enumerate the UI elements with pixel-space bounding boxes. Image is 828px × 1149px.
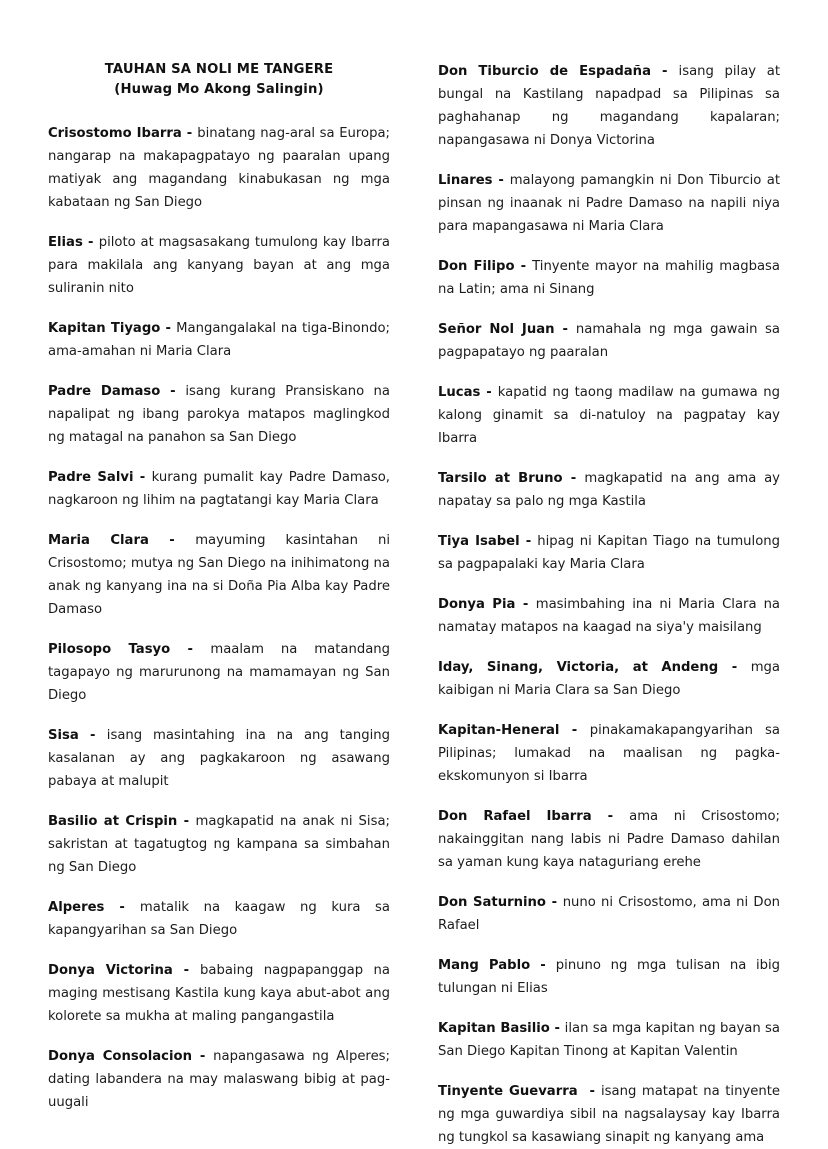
left-entry-list xyxy=(48,122,390,1114)
right-entry-list xyxy=(438,60,780,1149)
left-column xyxy=(48,60,390,1114)
name-separator: - xyxy=(554,322,576,337)
character-name: Don Saturnino xyxy=(438,895,546,910)
character-entry xyxy=(438,381,780,450)
name-separator: - xyxy=(559,723,590,738)
character-description: ilan sa mga kapitan ng bayan sa San Diego Kapitan Tinong at Kapitan Valentin xyxy=(438,1021,780,1059)
right-column xyxy=(438,60,780,1149)
character-description: binatang nag-aral sa Europa; nangarap na makapagpatayo ng paaralan upang matiyak ang magandang kinabukasan ng mga kabataan ng San Diego xyxy=(48,126,390,210)
character-entry xyxy=(48,1045,390,1114)
character-description: piloto at magsasakang tumulong kay Ibarra para makilala ang kanyang bayan at ang mga suliranin nito xyxy=(48,235,390,296)
character-entry xyxy=(438,255,780,301)
character-entry xyxy=(48,959,390,1028)
character-entry xyxy=(48,380,390,449)
name-separator: - xyxy=(148,533,196,548)
character-name: Tinyente Guevarra xyxy=(438,1084,578,1099)
name-separator: - xyxy=(82,235,99,250)
character-description: mayuming kasintahan ni Crisostomo; mutya ng San Diego na inihimatong na anak ng kanyang ina na si Doña Pia Alba kay Padre Damaso xyxy=(48,533,391,617)
character-description: pinakamakapangyarihan sa Pilipinas; lumakad na maalisan ng pagka-ekskomunyon si Ibarra xyxy=(438,723,780,784)
character-entry xyxy=(438,60,780,152)
character-name: Basilio at Crispin xyxy=(48,814,178,829)
character-name: Pilosopo Tasyo xyxy=(48,642,171,657)
name-separator: - xyxy=(530,958,556,973)
character-name: Padre Damaso xyxy=(48,384,161,399)
character-entry xyxy=(438,530,780,576)
character-name: Donya Consolacion xyxy=(48,1049,192,1064)
character-name: Padre Salvi xyxy=(48,470,134,485)
character-name: Sisa xyxy=(48,728,79,743)
name-separator: - xyxy=(160,384,186,399)
name-separator: - xyxy=(181,126,198,141)
character-entry xyxy=(438,954,780,1000)
character-entry xyxy=(438,169,780,238)
character-name: Kapitan-Heneral xyxy=(438,723,560,738)
character-entry xyxy=(48,896,390,942)
character-description: kurang pumalit kay Padre Damaso, nagkaroon ng lihim na pagtatangi kay Maria Clara xyxy=(48,470,390,508)
name-separator: - xyxy=(191,1049,214,1064)
character-entry xyxy=(438,891,780,937)
name-separator: - xyxy=(545,895,563,910)
character-name: Kapitan Basilio xyxy=(438,1021,550,1036)
name-separator: - xyxy=(718,660,751,675)
character-entry xyxy=(48,724,390,793)
character-entry xyxy=(438,805,780,874)
document-title-line-1: TAUHAN SA NOLI ME TANGERE xyxy=(104,62,334,77)
character-description: mga kaibigan ni Maria Clara sa San Diego xyxy=(438,660,780,698)
character-description: masimbahing ina ni Maria Clara na namatay matapos na kaagad na siya'y maisilang xyxy=(438,597,781,635)
character-description: isang kurang Pransiskano na napalipat ng ibang parokya matapos maglingkod ng matagal na panahon sa San Diego xyxy=(48,384,390,445)
name-separator: - xyxy=(519,534,538,549)
character-name: Tiya Isabel xyxy=(438,534,520,549)
character-entry xyxy=(48,231,390,300)
character-name: Elias xyxy=(48,235,83,250)
character-description: magkapatid na anak ni Sisa; sakristan at tagatugtog ng kampana sa simbahan ng San Diego xyxy=(48,814,390,875)
name-separator: - xyxy=(480,385,498,400)
name-separator: - xyxy=(514,259,533,274)
character-name: Iday, Sinang, Victoria, at Andeng xyxy=(438,660,719,675)
character-entry xyxy=(438,593,780,639)
character-description: maalam na matandang tagapayo ng marurunong na mamamayan ng San Diego xyxy=(48,642,391,703)
character-name: Maria Clara xyxy=(48,533,149,548)
character-entry xyxy=(438,1080,780,1149)
character-entry xyxy=(438,467,780,513)
name-separator: - xyxy=(549,1021,565,1036)
document-title-line-2: (Huwag Mo Akong Salingin) xyxy=(114,82,324,97)
character-name: Don Rafael Ibarra xyxy=(438,809,592,824)
character-entry xyxy=(48,638,390,707)
character-entry xyxy=(48,122,390,214)
character-entry xyxy=(48,810,390,879)
character-name: Señor Nol Juan xyxy=(438,322,555,337)
character-name: Donya Pia xyxy=(438,597,516,612)
character-entry xyxy=(438,1017,780,1063)
name-separator: - xyxy=(562,471,585,486)
character-description: pinuno ng mga tulisan na ibig tulungan ni Elias xyxy=(438,958,781,996)
character-description: namahala ng mga gawain sa pagpapatayo ng paaralan xyxy=(438,322,781,360)
name-separator: - xyxy=(160,321,177,336)
document-title xyxy=(48,60,390,100)
character-description: napangasawa ng Alperes; dating labandera na may malaswang bibig at pag-uugali xyxy=(48,1049,390,1110)
name-separator: - xyxy=(172,963,201,978)
character-name: Linares xyxy=(438,173,493,188)
character-name: Crisostomo Ibarra xyxy=(48,126,182,141)
character-description: magkapatid na ang ama ay napatay sa palo ng mga Kastila xyxy=(438,471,780,509)
name-separator: - xyxy=(177,814,196,829)
character-description: Mangangalakal na tiga-Binondo; ama-amahan ni Maria Clara xyxy=(48,321,390,359)
name-separator: - xyxy=(650,64,679,79)
character-description: isang matapat na tinyente ng mga guwardiya sibil na nagsalaysay kay Ibarra ng tungkol sa kasawiang sinapit ng kanyang ama xyxy=(438,1084,780,1145)
character-name: Lucas xyxy=(438,385,481,400)
character-description: ama ni Crisostomo; nakainggitan nang labis ni Padre Damaso dahilan sa yaman kung kaya nataguriang erehe xyxy=(438,809,780,870)
character-description: matalik na kaagaw ng kura sa kapangyarihan sa San Diego xyxy=(48,900,391,938)
character-entry xyxy=(48,466,390,512)
name-separator: - xyxy=(492,173,510,188)
name-separator: - xyxy=(104,900,140,915)
character-description: isang masintahing ina na ang tanging kasalanan ay ang pagkakaroon ng asawang pabaya at malupit xyxy=(48,728,390,789)
document-body xyxy=(48,60,781,1149)
character-entry xyxy=(438,656,780,702)
name-separator: - xyxy=(170,642,211,657)
character-name: Don Filipo xyxy=(438,259,515,274)
character-description: Tinyente mayor na mahilig magbasa na Latin; ama ni Sinang xyxy=(438,259,781,297)
character-entry xyxy=(48,529,390,621)
character-description: kapatid ng taong madilaw na gumawa ng kalong ginamit sa di-natuloy na pagpatay kay Ibarra xyxy=(438,385,781,446)
character-name: Don Tiburcio de Espadaña xyxy=(438,64,651,79)
character-name: Kapitan Tiyago xyxy=(48,321,161,336)
name-separator: - xyxy=(515,597,536,612)
name-separator: - xyxy=(78,728,107,743)
name-separator: - xyxy=(577,1084,601,1099)
character-name: Tarsilo at Bruno xyxy=(438,471,563,486)
name-separator: - xyxy=(591,809,630,824)
character-description: nuno ni Crisostomo, ama ni Don Rafael xyxy=(438,895,781,933)
name-separator: - xyxy=(133,470,152,485)
character-name: Donya Victorina xyxy=(48,963,173,978)
character-entry xyxy=(438,318,780,364)
character-name: Alperes xyxy=(48,900,105,915)
character-entry xyxy=(48,317,390,363)
character-description: hipag ni Kapitan Tiago na tumulong sa pagpapalaki kay Maria Clara xyxy=(438,534,781,572)
character-name: Mang Pablo xyxy=(438,958,531,973)
character-description: babaing nagpapanggap na maging mestisang Kastila kung kaya abut-abot ang kolorete sa mukha at maling pangangastila xyxy=(48,963,390,1024)
character-description: isang pilay at bungal na Kastilang napadpad sa Pilipinas sa paghahanap ng magandang kapalaran; napangasawa ni Donya Victorina xyxy=(438,64,780,148)
title-spacer xyxy=(48,100,390,122)
character-description: malayong pamangkin ni Don Tiburcio at pinsan ng inaanak ni Padre Damaso na napili niya para mapangasawa ni Maria Clara xyxy=(438,173,781,234)
character-entry xyxy=(438,719,780,788)
